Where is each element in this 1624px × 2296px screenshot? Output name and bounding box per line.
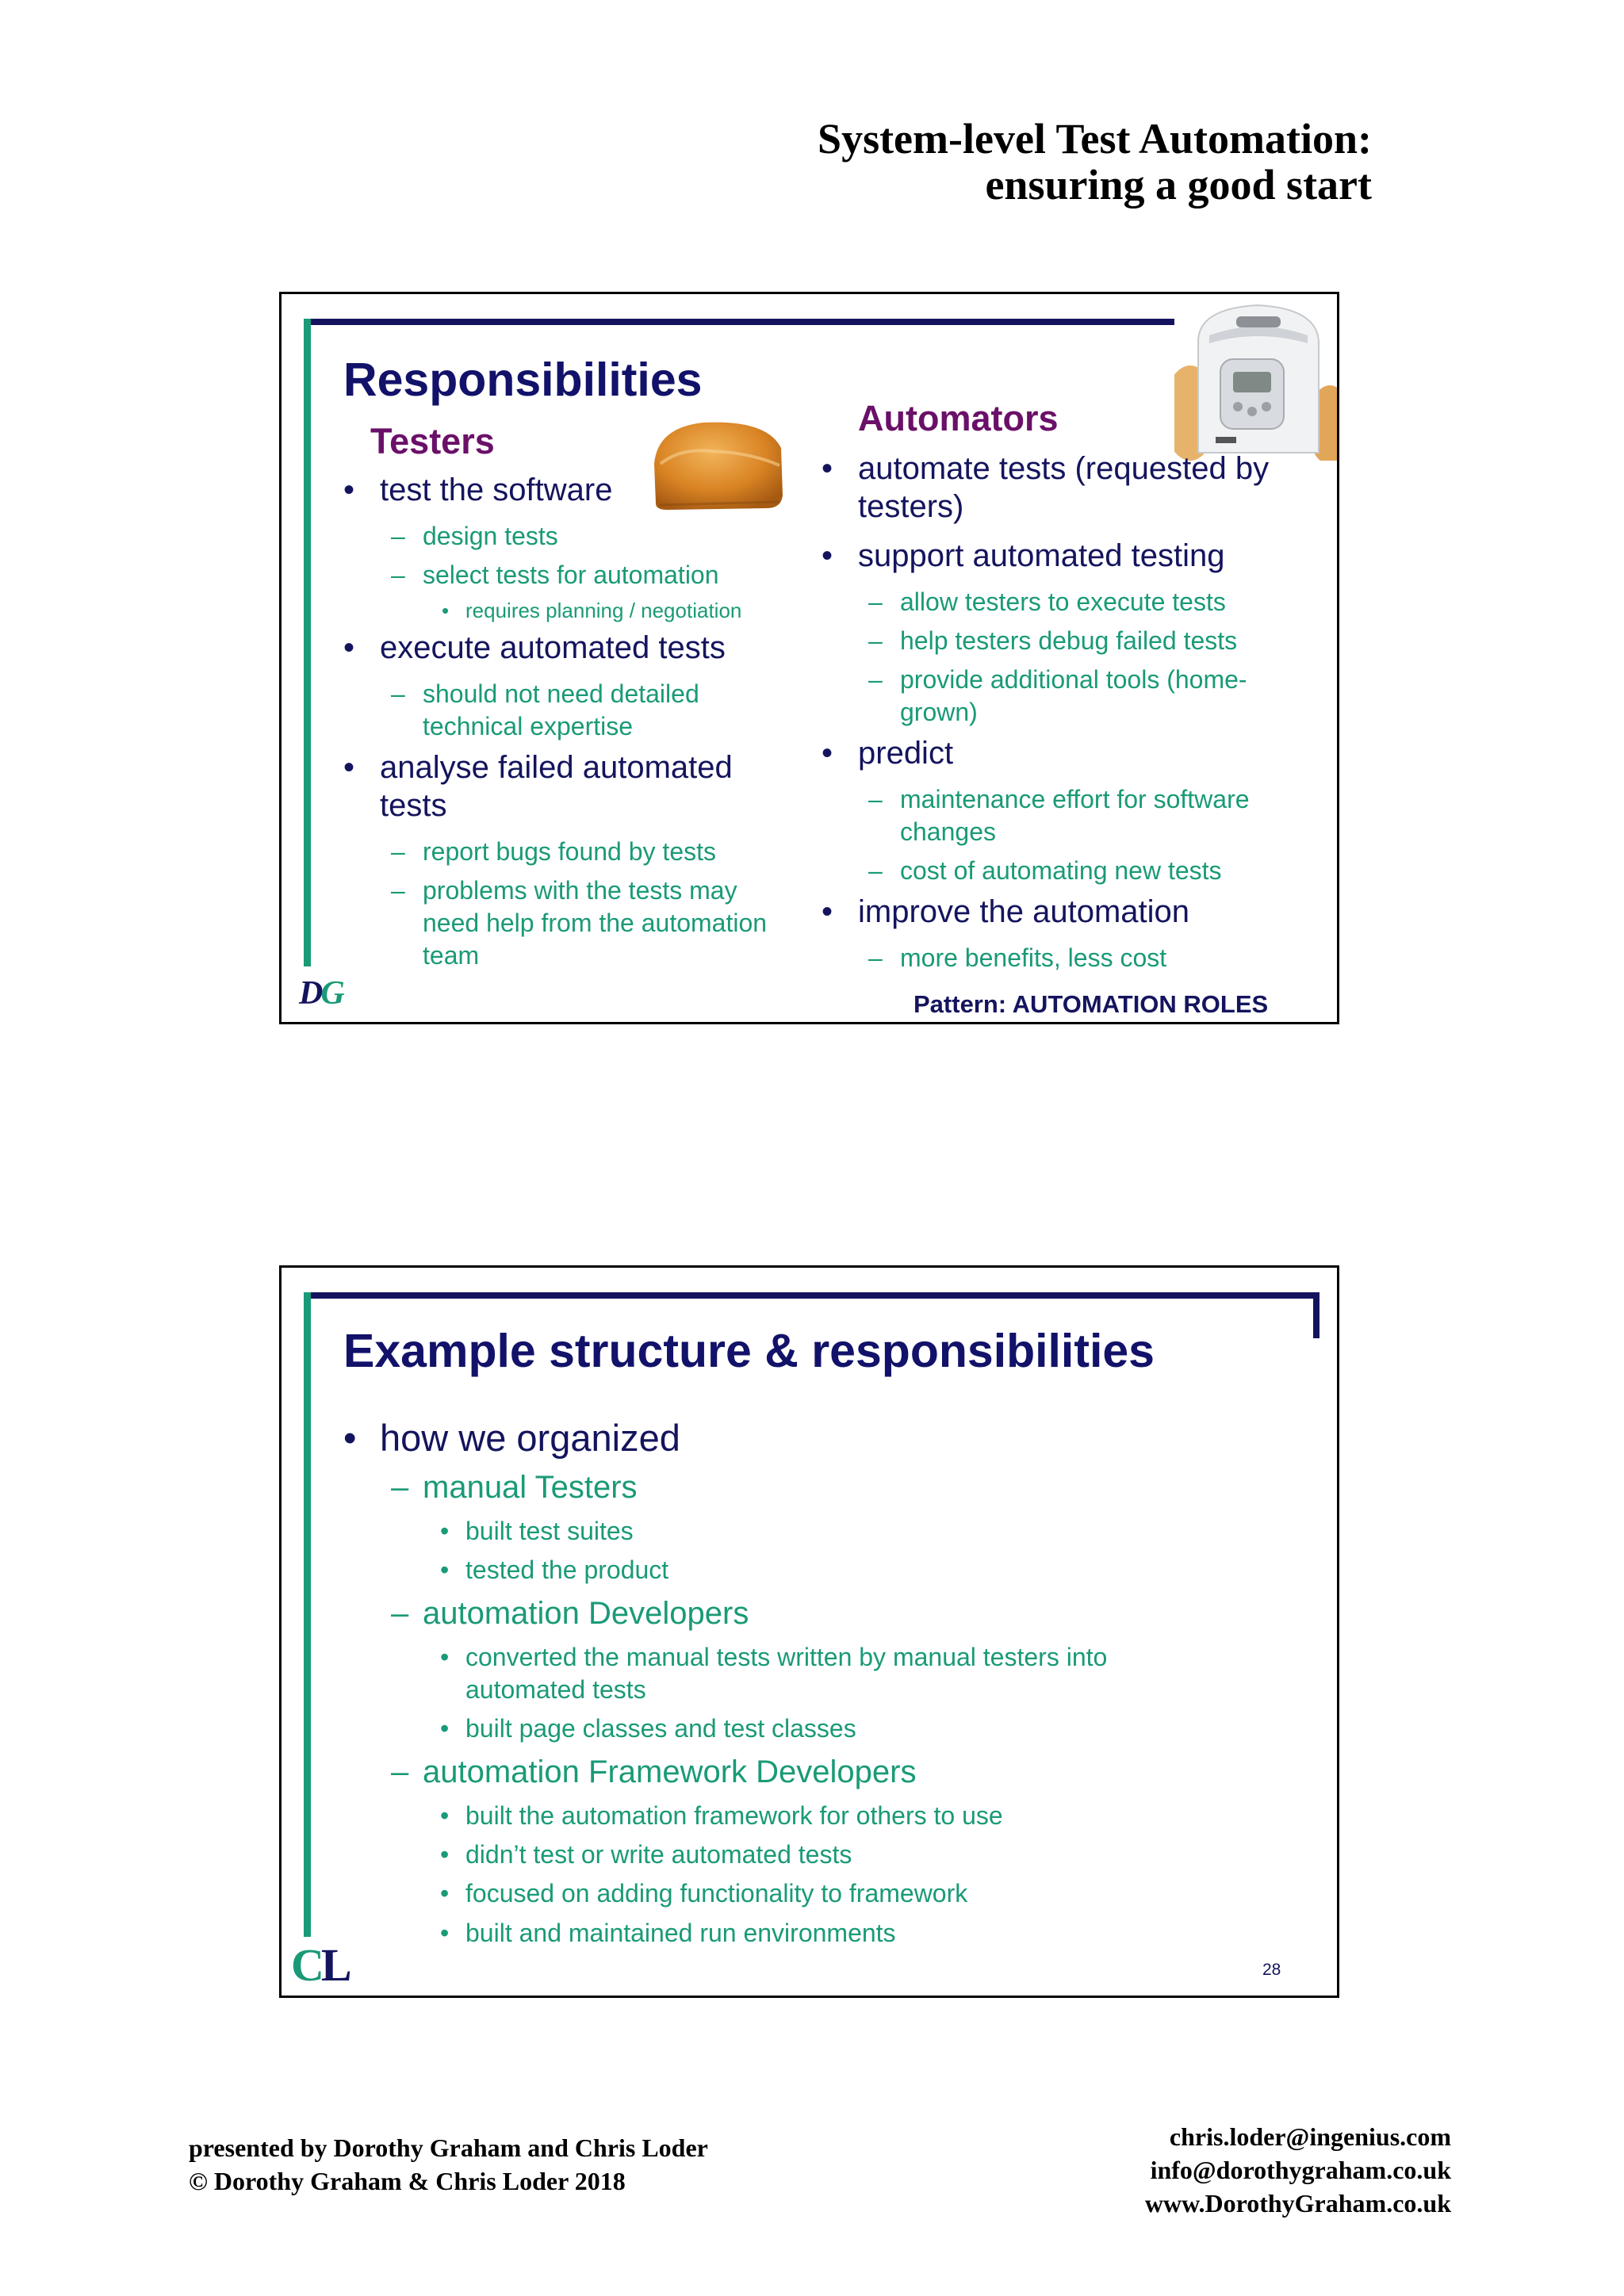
list-item: – maintenance effort for software [868,785,1250,813]
testers-heading: Testers [370,421,495,461]
dg-logo: DG [299,975,343,1012]
slide-example-structure [279,1265,1339,1998]
slide-side-bar [304,1292,311,1937]
list-item: – more benefits, less cost [868,943,1167,972]
footer-presenters [189,2131,708,2198]
list-item: automated tests [465,1675,646,1704]
list-item: • test the software [343,473,613,507]
list-item: • automate tests (requested by [822,451,1270,486]
footer-website: www.DorothyGraham.co.uk [1144,2189,1451,2218]
list-item: – automation Developers [391,1596,749,1631]
bread-maker-image [1174,294,1339,461]
list-item: – help testers debug failed tests [868,626,1238,655]
list-item: testers) [858,489,964,524]
list-item: • improve the automation [822,894,1190,929]
slide-title: Example structure & responsibilities [343,1325,1155,1377]
list-item: – allow testers to execute tests [868,587,1226,616]
list-item: – select tests for automation [391,561,719,589]
list-item: – problems with the tests may [391,876,737,905]
list-item: – cost of automating new tests [868,856,1222,885]
slide-side-bar [304,319,311,966]
footer-contacts [1145,2120,1451,2220]
slide-top-bar-end [1313,1292,1320,1338]
list-item: need help from the automation [423,909,768,937]
list-item: • didn’t test or write automated tests [440,1840,852,1869]
list-item: • execute automated tests [343,630,726,665]
list-item: grown) [900,698,978,726]
footer-email-chris: chris.loder@ingenius.com [1169,2122,1451,2151]
list-item: tests [380,788,447,823]
list-item: • built page classes and test classes [440,1714,856,1743]
footer-email-dorothy: info@dorothygraham.co.uk [1150,2156,1451,2184]
list-item: changes [900,817,996,846]
list-item: • predict [822,736,954,771]
cl-logo: CL [291,1939,349,1991]
slide-title: Responsibilities [343,354,703,406]
list-item: – automation Framework Developers [391,1755,917,1789]
list-item: – design tests [391,522,558,550]
list-item: • built the automation framework for others to use [440,1801,1003,1830]
footer-copyright: © Dorothy Graham & Chris Loder 2018 [189,2167,626,2195]
automators-heading: Automators [858,398,1059,438]
list-item: • focused on adding functionality to framework [440,1879,968,1908]
document-title [579,116,1372,208]
document-title-line-1: System-level Test Automation: [818,115,1372,163]
list-item: • built and maintained run environments [440,1919,896,1947]
footer-presenters-line: presented by Dorothy Graham and Chris Loder [189,2133,708,2162]
document-title-line-2: ensuring a good start [985,161,1372,209]
list-item: • analyse failed automated [343,750,733,785]
list-item: • support automated testing [822,538,1225,573]
list-item: • how we organized [343,1417,680,1459]
list-item: – manual Testers [391,1470,638,1505]
pattern-note: Pattern: AUTOMATION ROLES [914,990,1269,1018]
list-item: • built test suites [440,1517,634,1545]
list-item: team [423,941,480,970]
slide-top-bar [304,1292,1320,1299]
list-item: • converted the manual tests written by manual testers into [440,1643,1108,1671]
list-item: • tested the product [440,1556,669,1584]
slide-top-bar [304,319,1177,325]
list-item: • requires planning / negotiation [442,599,742,622]
slide-responsibilities [279,292,1339,1024]
list-item: – report bugs found by tests [391,837,716,866]
slide-number: 28 [1262,1961,1281,1979]
list-item: technical expertise [423,712,634,740]
list-item: – provide additional tools (home- [868,665,1247,694]
list-item: – should not need detailed [391,679,699,708]
bread-loaf-image [648,416,789,513]
